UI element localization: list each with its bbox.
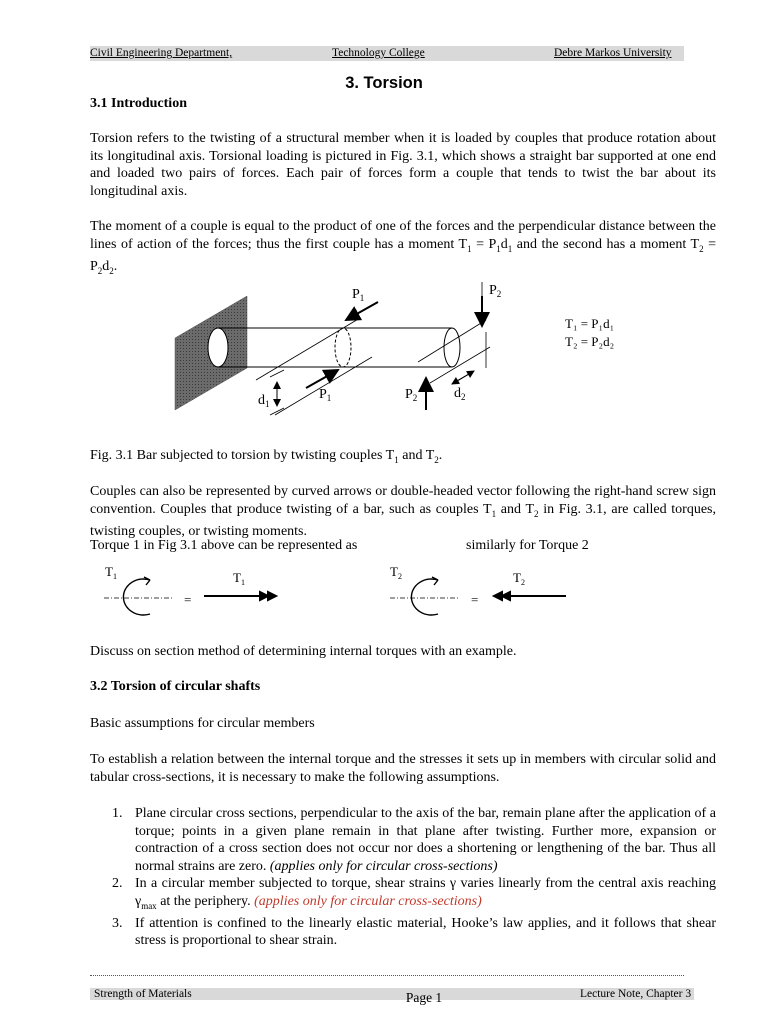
t2-vector-label: $T_2$ <box>513 570 525 587</box>
assumptions-subheading: Basic assumptions for circular members <box>90 716 315 731</box>
header-college: Technology College <box>332 47 425 59</box>
arrow-p1-top <box>346 302 378 320</box>
figure-caption: Fig. 3.1 Bar subjected to torsion by twisting couples $T_1$ and $T_2$. <box>90 448 443 465</box>
label-p1-top: $P_1$ <box>352 287 365 303</box>
label-p2-top: $P_2$ <box>489 283 502 299</box>
footer-course: Strength of Materials <box>94 988 192 1000</box>
section-heading-intro: 3.1 Introduction <box>90 96 187 111</box>
torque1-text: Torque 1 in Fig 3.1 above can be represented as <box>90 538 358 553</box>
header-department: Civil Engineering Department, <box>90 47 233 59</box>
moment-paragraph: The moment of a couple is equal to the product of one of the forces and the perpendicular distance between the lines of action of the forces; thus the first couple has a moment $T_1 = P_1d_1$ and the second has a moment $T_2 = P_2d_2$. <box>90 219 716 276</box>
footer-divider <box>90 975 684 976</box>
equation-t1: T₁ = P₁d₁ <box>565 316 615 331</box>
intro-paragraph: Torsion refers to the twisting of a structural member when it is loaded by couples that produce rotation about its longitudinal axis. Torsional loading is pictured in Fig. 3.1, which shows a straight bar supported at one end and loaded two pairs of forces. Each pair of forces form a couple that tends to twist the bar about its longitudinal axis. <box>90 131 716 199</box>
list-item: 1. Plane circular cross sections, perpendicular to the axis of the bar, remain plane after the application of a torque; points in a given plane remain in that plane after twisting. Further more, expansion or contraction of a cross section does not occur nor does a shortening or lengthening of the bar. Thus all normal strains are zero. (applies only for circular cross-sections) <box>112 806 716 874</box>
list-item: 3. If attention is confined to the linearly elastic material, Hooke’s law applies, and it follows that shear stress is proportional to shear strain. <box>112 915 716 949</box>
label-d2: $d_2$ <box>454 386 466 402</box>
page-number: Page 1 <box>405 990 443 1005</box>
footer-chapter: Lecture Note, Chapter 3 <box>580 988 692 1000</box>
section-heading-circular-shafts: 3.2 Torsion of circular shafts <box>90 679 261 694</box>
t1-equals: = <box>184 592 192 607</box>
t1-curved-label: $T_1$ <box>105 564 117 581</box>
t2-equals: = <box>471 592 479 607</box>
discuss-text: Discuss on section method of determining internal torques with an example. <box>90 644 517 659</box>
label-d1: $d_1$ <box>258 393 270 409</box>
assumptions-intro: To establish a relation between the internal torque and the stresses it sets up in members with circular solid and tabular cross-sections, it is necessary to make the following assumptions. <box>90 752 716 785</box>
page-title: 3. Torsion <box>345 74 423 92</box>
t2-curved-label: $T_2$ <box>390 564 402 581</box>
equation-t2: T₂ = P₂d₂ <box>565 334 615 349</box>
figure-3-1 <box>0 0 768 440</box>
torque-symbols <box>0 560 768 620</box>
arrow-p1-bottom <box>306 370 338 388</box>
torque2-text: similarly for Torque 2 <box>466 538 589 553</box>
assumptions-list <box>112 805 716 950</box>
label-p2-bottom: $P_2$ <box>405 387 418 403</box>
list-item: 2. In a circular member subjected to torque, shear strains γ varies linearly from the central axis reaching $\gamma_{max}$ at the periphery. (applies only for circular cross-sections) <box>112 876 716 911</box>
t1-vector-label: $T_1$ <box>233 570 245 587</box>
couples-paragraph: Couples can also be represented by curved arrows or double-headed vector following the right-hand screw sign convention. Couples that produce twisting of a bar, such as couples $T_1$ and $T_2$ in Fig. 3.1, are called torques, twisting couples, or twisting moments. <box>90 484 716 539</box>
label-p1-bottom: $P_1$ <box>319 387 332 403</box>
header-university: Debre Markos University <box>554 47 672 59</box>
